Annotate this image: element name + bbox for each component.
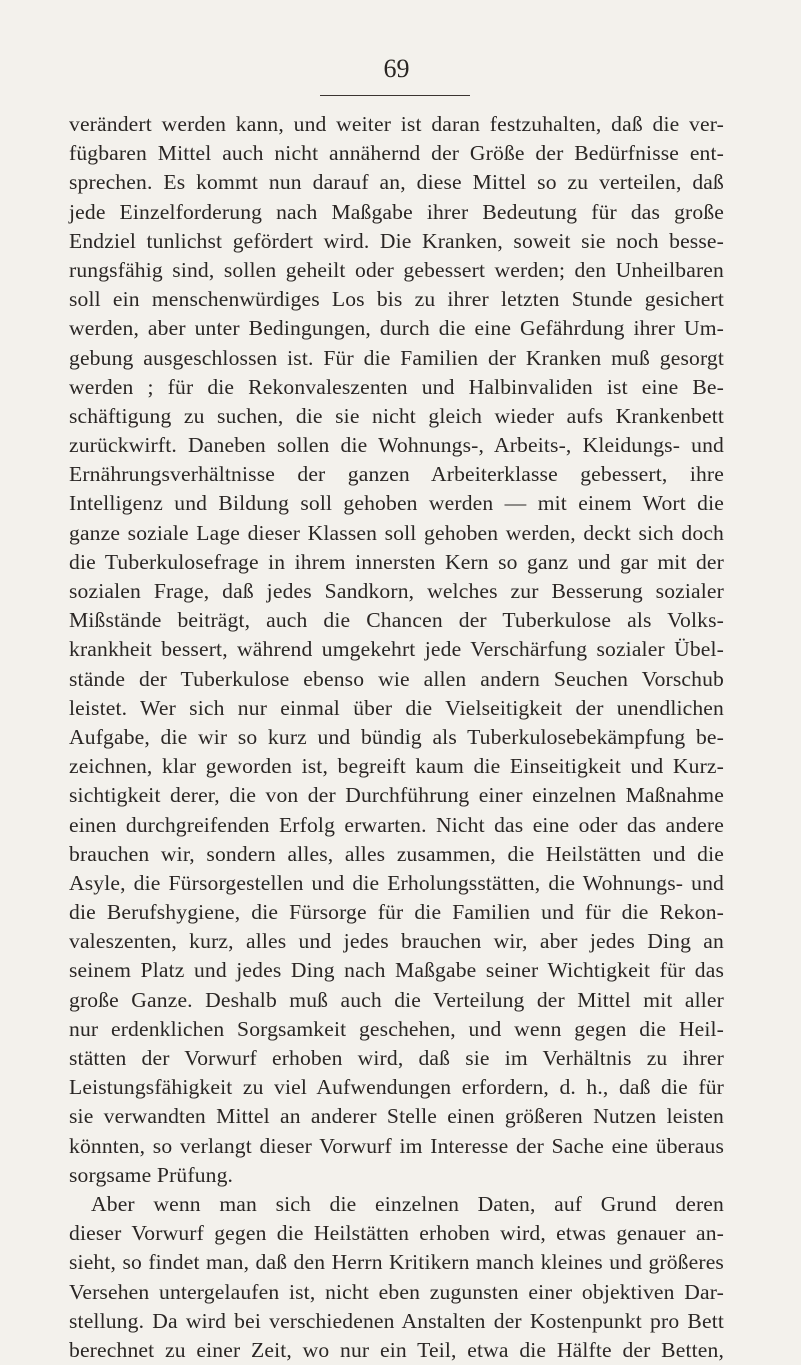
text-line: sie verwandten Mittel an anderer Stelle einen größeren Nutzen leisten: [69, 1104, 724, 1129]
text-line: könnten, so verlangt dieser Vorwurf im Interesse der Sache eine überaus: [69, 1133, 724, 1158]
text-line: seinem Platz und jedes Ding nach Maßgabe seiner Wichtigkeit für das: [69, 958, 724, 983]
text-line: stätten der Vorwurf erhoben wird, daß sie im Verhältnis zu ihrer: [69, 1046, 724, 1070]
text-line: die Tuberkulosefrage in ihrem innersten Kern so ganz und gar mit der: [69, 549, 724, 574]
text-line: jede Einzelforderung nach Maßgabe ihrer Bedeutung für das große: [69, 199, 724, 224]
text-line: Ernährungsverhältnisse der ganzen Arbeiterklasse gebessert, ihre: [69, 462, 724, 487]
text-line: große Ganze. Deshalb muß auch die Verteilung der Mittel mit aller: [69, 987, 724, 1012]
paragraph-start-line: Aber wenn man sich die einzelnen Daten, auf Grund deren: [91, 1191, 724, 1216]
text-line: stellung. Da wird bei verschiedenen Anstalten der Kostenpunkt pro Bett: [69, 1308, 724, 1333]
text-line: Versehen untergelaufen ist, nicht eben zugunsten einer objektiven Dar-: [69, 1279, 724, 1304]
text-line: leistet. Wer sich nur einmal über die Vielseitigkeit der unendlichen: [69, 695, 724, 720]
text-line: dieser Vorwurf gegen die Heilstätten erhoben wird, etwas genauer an-: [69, 1221, 724, 1246]
text-line: nur erdenklichen Sorgsamkeit geschehen, und wenn gegen die Heil-: [69, 1016, 724, 1041]
text-line: brauchen wir, sondern alles, alles zusammen, die Heilstätten und die: [69, 841, 724, 866]
text-line: gebung ausgeschlossen ist. Für die Familien der Kranken muß gesorgt: [69, 345, 724, 370]
text-line: fügbaren Mittel auch nicht annähernd der Größe der Bedürfnisse ent-: [69, 141, 724, 166]
text-line: stände der Tuberkulose ebenso wie allen andern Seuchen Vorschub: [69, 666, 724, 691]
text-line: Mißstände beiträgt, auch die Chancen der Tuberkulose als Volks-: [69, 608, 724, 633]
text-line: ganze soziale Lage dieser Klassen soll gehoben werden, deckt sich doch: [69, 520, 724, 545]
text-line: verändert werden kann, und weiter ist daran festzuhalten, daß die ver-: [69, 112, 724, 136]
text-line: rungsfähig sind, sollen geheilt oder gebessert werden; den Unheilbaren: [69, 257, 724, 282]
text-line: Intelligenz und Bildung soll gehoben werden — mit einem Wort die: [69, 491, 724, 516]
text-line: berechnet zu einer Zeit, wo nur ein Teil, etwa die Hälfte der Betten,: [69, 1337, 724, 1362]
page-number: 69: [383, 54, 410, 83]
text-line: schäftigung zu suchen, die sie nicht gleich wieder aufs Krankenbett: [69, 403, 724, 428]
body-text: [69, 110, 724, 1365]
text-line: die Berufshygiene, die Fürsorge für die Familien und für die Rekon-: [69, 900, 724, 925]
text-line: zeichnen, klar geworden ist, begreift kaum die Einseitigkeit und Kurz-: [69, 754, 724, 779]
text-line: krankheit bessert, während umgekehrt jede Verschärfung sozialer Übel-: [69, 637, 724, 662]
text-line: Endziel tunlichst gefördert wird. Die Kranken, soweit sie noch besse-: [69, 228, 724, 253]
text-line: sprechen. Es kommt nun darauf an, diese Mittel so zu verteilen, daß: [69, 170, 724, 195]
text-line: werden ; für die Rekonvaleszenten und Halbinvaliden ist eine Be-: [69, 374, 724, 399]
text-line: sozialen Frage, daß jedes Sandkorn, welches zur Besserung sozialer: [69, 579, 724, 603]
text-line: valeszenten, kurz, alles und jedes brauchen wir, aber jedes Ding an: [69, 929, 724, 954]
text-line: Asyle, die Fürsorgestellen und die Erholungsstätten, die Wohnungs- und: [69, 870, 724, 895]
text-line: einen durchgreifenden Erfolg erwarten. Nicht das eine oder das andere: [69, 812, 724, 837]
text-line: sieht, so findet man, daß den Herrn Kritikern manch kleines und größeres: [69, 1250, 724, 1275]
text-line: zurückwirft. Daneben sollen die Wohnungs-, Arbeits-, Kleidungs- und: [69, 433, 724, 458]
text-line: Aufgabe, die wir so kurz und bündig als Tuberkulosebekämpfung be-: [69, 724, 724, 749]
page-number-rule: [320, 95, 470, 96]
text-line: werden, aber unter Bedingungen, durch die eine Gefährdung ihrer Um-: [69, 316, 724, 341]
paragraph-end-line: sorgsame Prüfung.: [69, 1162, 234, 1187]
text-line: Leistungsfähigkeit zu viel Aufwendungen erfordern, d. h., daß die für: [69, 1075, 724, 1100]
text-line: sichtigkeit derer, die von der Durchführung einer einzelnen Maßnahme: [69, 783, 724, 808]
text-line: soll ein menschenwürdiges Los bis zu ihrer letzten Stunde gesichert: [69, 287, 724, 312]
